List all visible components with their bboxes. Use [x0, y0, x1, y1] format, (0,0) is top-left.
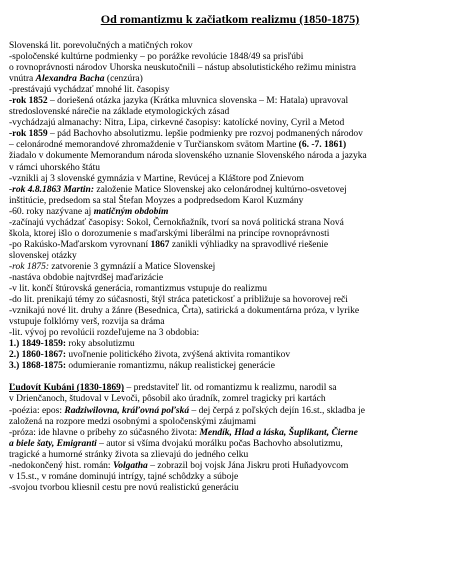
work-title: Mendík, Hlad a láska, Šuplikant, Čierne	[199, 427, 358, 438]
work-title: Volgatha	[112, 460, 148, 471]
text-span: -poézia: epos:	[9, 405, 65, 416]
text-line: v Drienčanoch, študoval v Levoči, pôsobil ako úradník, zomrel tragicky pri kartách	[9, 394, 326, 405]
text-line	[9, 140, 451, 151]
period-item	[9, 350, 451, 361]
text-span: – pád Bachovho absolutizmu. lepšie podmienky pre rozvoj podmanených národov	[47, 129, 363, 140]
text-span: -60. roky nazývane aj	[9, 206, 94, 217]
text-line: -svojou tvorbou kliesnil cestu pre novú realistickú generáciu	[9, 482, 239, 493]
text-span: – doriešená otázka jazyka (Krátka mluvnica slovenska – M: Hatala) upravoval	[47, 96, 349, 107]
text-line	[9, 185, 451, 196]
text-span: – dej čerpá z poľských dejín 16.st., skladba je	[189, 405, 365, 416]
text-line	[9, 439, 451, 450]
period-label: 1.) 1849-1859:	[9, 339, 66, 350]
text-line: -prestávajú vychádzať mnohé lit. časopisy	[9, 85, 170, 96]
text-span: (cenzúra)	[104, 74, 143, 85]
emphasis-term: matičným obdobím	[93, 206, 169, 217]
page-title: Od romantizmu k začiatkom realizmu (1850-1875)	[100, 12, 360, 26]
section-romanticism-to-realism	[9, 41, 451, 372]
text-line	[9, 406, 451, 417]
text-span: – autor si všíma dvojakú morálku počas Bachovho absolutizmu,	[96, 438, 343, 449]
text-line: stredoslovenské nárečie na základe etymologických zásad	[9, 107, 230, 118]
text-span: uvoľnenie politického života, zvýšená aktivita romantikov	[66, 350, 291, 361]
text-line: vstupuje folklórny verš, rozvija sa dráma	[9, 317, 165, 328]
text-line: -do lit. prenikajú témy zo súčasnosti, štýl stráca patetickosť a približuje sa hovorovej reči	[9, 295, 348, 306]
text-line: o rovnoprávnosti národov Uhorska neuskutočnili – nástup absolutistického režimu ministra	[9, 63, 356, 74]
period-item	[9, 361, 451, 372]
text-line: -vychádzajú almanachy: Nitra, Lipa, cirkevné časopisy: katolícké noviny, Cyril a Metod	[9, 118, 345, 129]
text-span: – celonárodné memorandové zhromaždenie v Turčianskom svätom Martine	[9, 140, 299, 151]
text-line	[9, 207, 451, 218]
text-line: -lit. vývoj po revolúcii rozdeľujeme na 3 obdobia:	[9, 328, 200, 339]
section-kubani	[9, 383, 451, 493]
period-item	[9, 339, 451, 350]
year-label: -rok 1875:	[9, 261, 50, 272]
text-line: inštitúcie, predsedom sa stal Štefan Moyzes a podpredsedom Karol Kuzmány	[9, 195, 304, 206]
text-span: založenie Matice Slovenskej ako celonárodnej kultúrno-osvetovej	[93, 184, 347, 195]
work-title: a biele šaty, Emigranti	[9, 438, 97, 449]
text-span: odumieranie romantizmu, nákup realistickej generácie	[66, 361, 275, 372]
text-line	[9, 262, 451, 273]
author-heading: Ľudovít Kubáni (1830-1869)	[9, 383, 125, 394]
text-line: -začínajú vychádzať časopisy: Sokol, Černokňažník, tvorí sa nová politická strana Nová	[9, 217, 344, 228]
text-span: zatvorenie 3 gymnázií a Matice Slovenskej	[49, 261, 216, 272]
text-line	[9, 428, 451, 439]
text-line: -nastáva obdobie najtvrdšej maďarizácie	[9, 272, 164, 283]
text-line: v rámci uhorského štátu	[9, 162, 101, 173]
text-span: – predstaviteľ lit. od romantizmu k realizmu, narodil sa	[124, 383, 337, 394]
text-span: -nedokončený hist. román:	[9, 460, 113, 471]
text-span: – zobrazil boj vojsk Jána Jiskru proti Huňadyovcom	[147, 460, 349, 471]
date-label: (6. -7. 1861)	[298, 140, 347, 151]
text-line: žiadalo v dokumente Memorandum národa slovenského uznanie Slovenského národa a jazyka	[9, 151, 367, 162]
text-line: založená na rozpore medzi osobnými a spoločenskými záujmami	[9, 416, 257, 427]
work-title: Radziwilovna, kráľovná poľská	[64, 405, 190, 416]
date-label: -rok 4.8.1863 Martin:	[9, 184, 94, 195]
text-line: -vznikli aj 3 slovenské gymnázia v Martine, Revúcej a Kláštore pod Znievom	[9, 173, 304, 184]
text-span: zanikli výhliadky na spravodlivé riešenie	[169, 239, 329, 250]
text-span: -po Rakúsko-Maďarskom vyrovnaní	[9, 239, 151, 250]
text-span: vnútra	[9, 74, 36, 85]
text-line: tragické a humorné stránky života sa zlievajú do jedného celku	[9, 449, 249, 460]
text-line	[9, 74, 451, 85]
text-line: -vznikajú nové lit. druhy a žánre (Besednica, Črta), satirická a dokumentárna próza, v lyrike	[9, 306, 360, 317]
text-line: Slovenská lit. porevolučných a matičných rokov	[9, 41, 193, 51]
text-line: škola, ktorej išlo o dorozumenie s maďarskými liberálmi na princípe rovnoprávnosti	[9, 228, 330, 239]
period-label: 2.) 1860-1867:	[9, 350, 66, 361]
text-line	[9, 240, 451, 251]
text-line: slovenskej otázky	[9, 250, 77, 261]
text-line: v 15.st., v románe dominujú intrígy, tajné schôdzky a súboje	[9, 471, 239, 482]
section-spacer	[9, 372, 451, 383]
text-span: -próza: ide hlavne o príbehy zo súčasného života:	[9, 427, 200, 438]
year-label: -rok 1859	[9, 129, 48, 140]
emphasis-name: Alexandra Bacha	[35, 74, 105, 85]
text-span: roky absolutizmu	[66, 339, 135, 350]
text-line	[9, 96, 451, 107]
year-label: 1867	[150, 239, 170, 250]
text-line: -v lit. končí štúrovská generácia, romantizmus vstupuje do realizmu	[9, 284, 268, 295]
text-line	[9, 383, 451, 394]
text-line	[9, 129, 451, 140]
text-line: -spoločenské kultúrne podmienky – po porážke revolúcie 1848/49 sa prisľúbi	[9, 52, 304, 63]
text-line	[9, 461, 451, 472]
year-label: -rok 1852	[9, 96, 48, 107]
period-label: 3.) 1868-1875:	[9, 361, 66, 372]
